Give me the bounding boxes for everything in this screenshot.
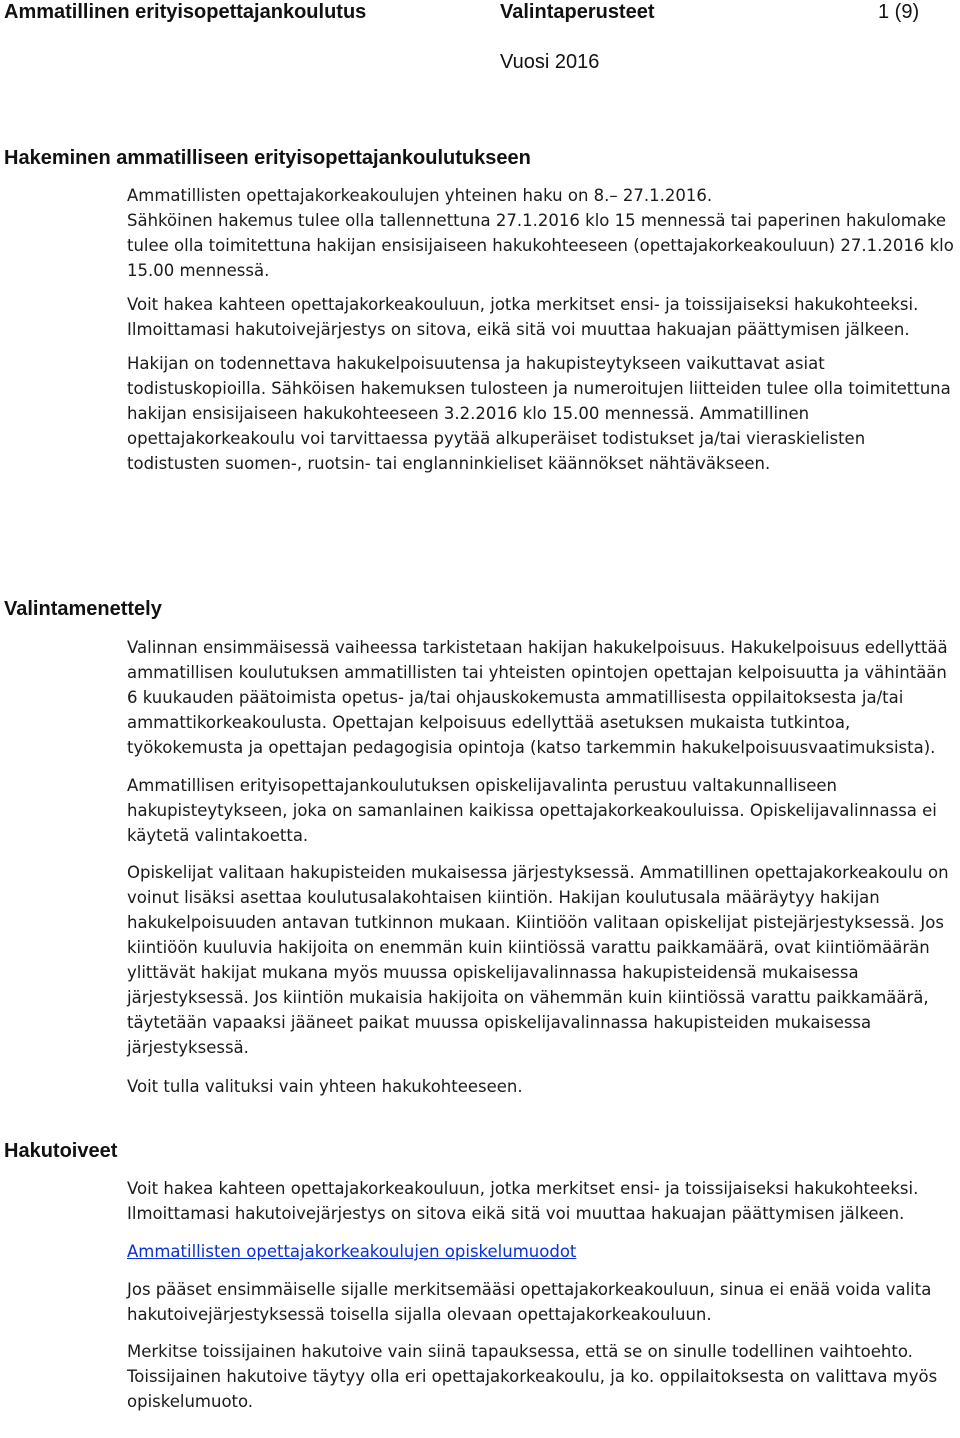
- document-title: Ammatillinen erityisopettajankoulutus: [4, 1, 367, 23]
- paragraph-scoring: Ammatillisen erityisopettajankoulutuksen opiskelijavalinta perustuu valtakunnalliseen hakupisteytykseen, joka on samanlainen kaikissa opettajakorkeakouluissa. Opiskelijavalinnassa ei käytetä valintakoetta.: [127, 776, 937, 845]
- paragraph-eligibility: Valinnan ensimmäisessä vaiheessa tarkistetaan hakijan hakukelpoisuus. Hakukelpoisuus edellyttää ammatillisen koulutuksen ammatillisten tai yhteisten opintojen opettajan kelpoisuutta ja vähintään 6 kuukauden päätoimista opetus- ja/tai ohjauskokemusta ammatillisesta oppilaitoksesta ja/tai ammattikorkeakoulusta. Opettajan kelpoisuus edellyttää asetuksen mukaista tutkintoa, työkokemusta ja opettajan pedagogisia opintoja (katso tarkemmin hakukelpoisuusvaatimuksista).: [127, 638, 948, 757]
- document-type: Valintaperusteet: [500, 1, 655, 23]
- section-heading-preferences: Hakutoiveet: [4, 1140, 118, 1162]
- paragraph-quota: Opiskelijat valitaan hakupisteiden mukaisessa järjestyksessä. Ammatillinen opettajakorkeakoulu on voinut lisäksi asettaa koulutusalakohtaisen kiintiön. Hakijan koulutusala määräytyy hakijan hakukelpoisuuden antavan tutkinnon mukaan. Kiintiöön valitaan opiskelijat pistejärjestyksessä. Jos kiintiöön kuuluvia hakijoita on enemmän kuin kiintiössä varattu paikkamäärä, ovat kiintiömäärän ylittävät hakijat mukana myös muussa opiskelijavalinnassa hakupisteidensä mukaisessa järjestyksessä. Jos kiintiön mukaisia hakijoita on vähemmän kuin kiintiössä varattu paikkamäärä, täytetään vapaaksi jääneet paikat muussa opiskelijavalinnassa hakupisteiden mukaisessa järjestyksessä.: [127, 863, 949, 1057]
- section-preferences-body: [127, 1176, 957, 1414]
- paragraph-certificates: Hakijan on todennettava hakukelpoisuutensa ja hakupisteytykseen vaikuttavat asiat todistuskopioilla. Sähköisen hakemuksen tulosteen ja numeroitujen liitteiden tulee olla toimitettuna hakijan ensisijaiseen hakukohteeseen 3.2.2016 klo 15.00 mennessä. Ammatillinen opettajakorkeakoulu voi tarvittaessa pyytää alkuperäiset todistukset ja/tai vieraskielisten todistusten suomen-, ruotsin- tai englanninkieliset käännökset nähtäväkseen.: [127, 354, 951, 473]
- page-number: 1 (9): [878, 1, 920, 23]
- section-heading-applying: Hakeminen ammatilliseen erityisopettajankoulutukseen: [4, 147, 531, 169]
- section-selection-body: [127, 635, 957, 1099]
- paragraph-two-choices: Voit hakea kahteen opettajakorkeakouluun, jotka merkitset ensi- ja toissijaiseksi hakukohteeksi. Ilmoittamasi hakutoivejärjestys on sitova, eikä sitä voi muuttaa hakuajan päättymisen jälkeen.: [127, 295, 919, 339]
- paragraph-preference-order: Voit hakea kahteen opettajakorkeakouluun, jotka merkitset ensi- ja toissijaiseksi hakukohteeksi. Ilmoittamasi hakutoivejärjestys on sitova eikä sitä voi muuttaa hakuajan päättymisen jälkeen.: [127, 1179, 919, 1223]
- paragraph-deadline: Sähköinen hakemus tulee olla tallennettuna 27.1.2016 klo 15 mennessä tai paperinen hakulomake tulee olla toimitettuna hakijan ensisijaiseen hakukohteeseen (opettajakorkeakouluun) 27.1.2016 klo 15.00 mennessä.: [127, 211, 954, 280]
- document-year: Vuosi 2016: [500, 51, 600, 73]
- section-applying-body: [127, 183, 957, 476]
- paragraph-one-target: Voit tulla valituksi vain yhteen hakukohteeseen.: [127, 1077, 523, 1096]
- section-heading-selection: Valintamenettely: [4, 598, 162, 620]
- paragraph-first-choice: Jos pääset ensimmäiselle sijalle merkitsemääsi opettajakorkeakouluun, sinua ei enää voida valita hakutoivejärjestyksessä toisella sijalla olevaan opettajakorkeakouluun.: [127, 1280, 932, 1324]
- study-forms-link[interactable]: Ammatillisten opettajakorkeakoulujen opiskelumuodot: [127, 1242, 577, 1261]
- paragraph-application-period: Ammatillisten opettajakorkeakoulujen yhteinen haku on 8.– 27.1.2016.: [127, 186, 713, 205]
- paragraph-second-choice: Merkitse toissijainen hakutoive vain siinä tapauksessa, että se on sinulle todellinen vaihtoehto. Toissijainen hakutoive täytyy olla eri opettajakorkeakoulu, ja ko. oppilaitoksesta on valittava myös opiskelumuoto.: [127, 1342, 938, 1411]
